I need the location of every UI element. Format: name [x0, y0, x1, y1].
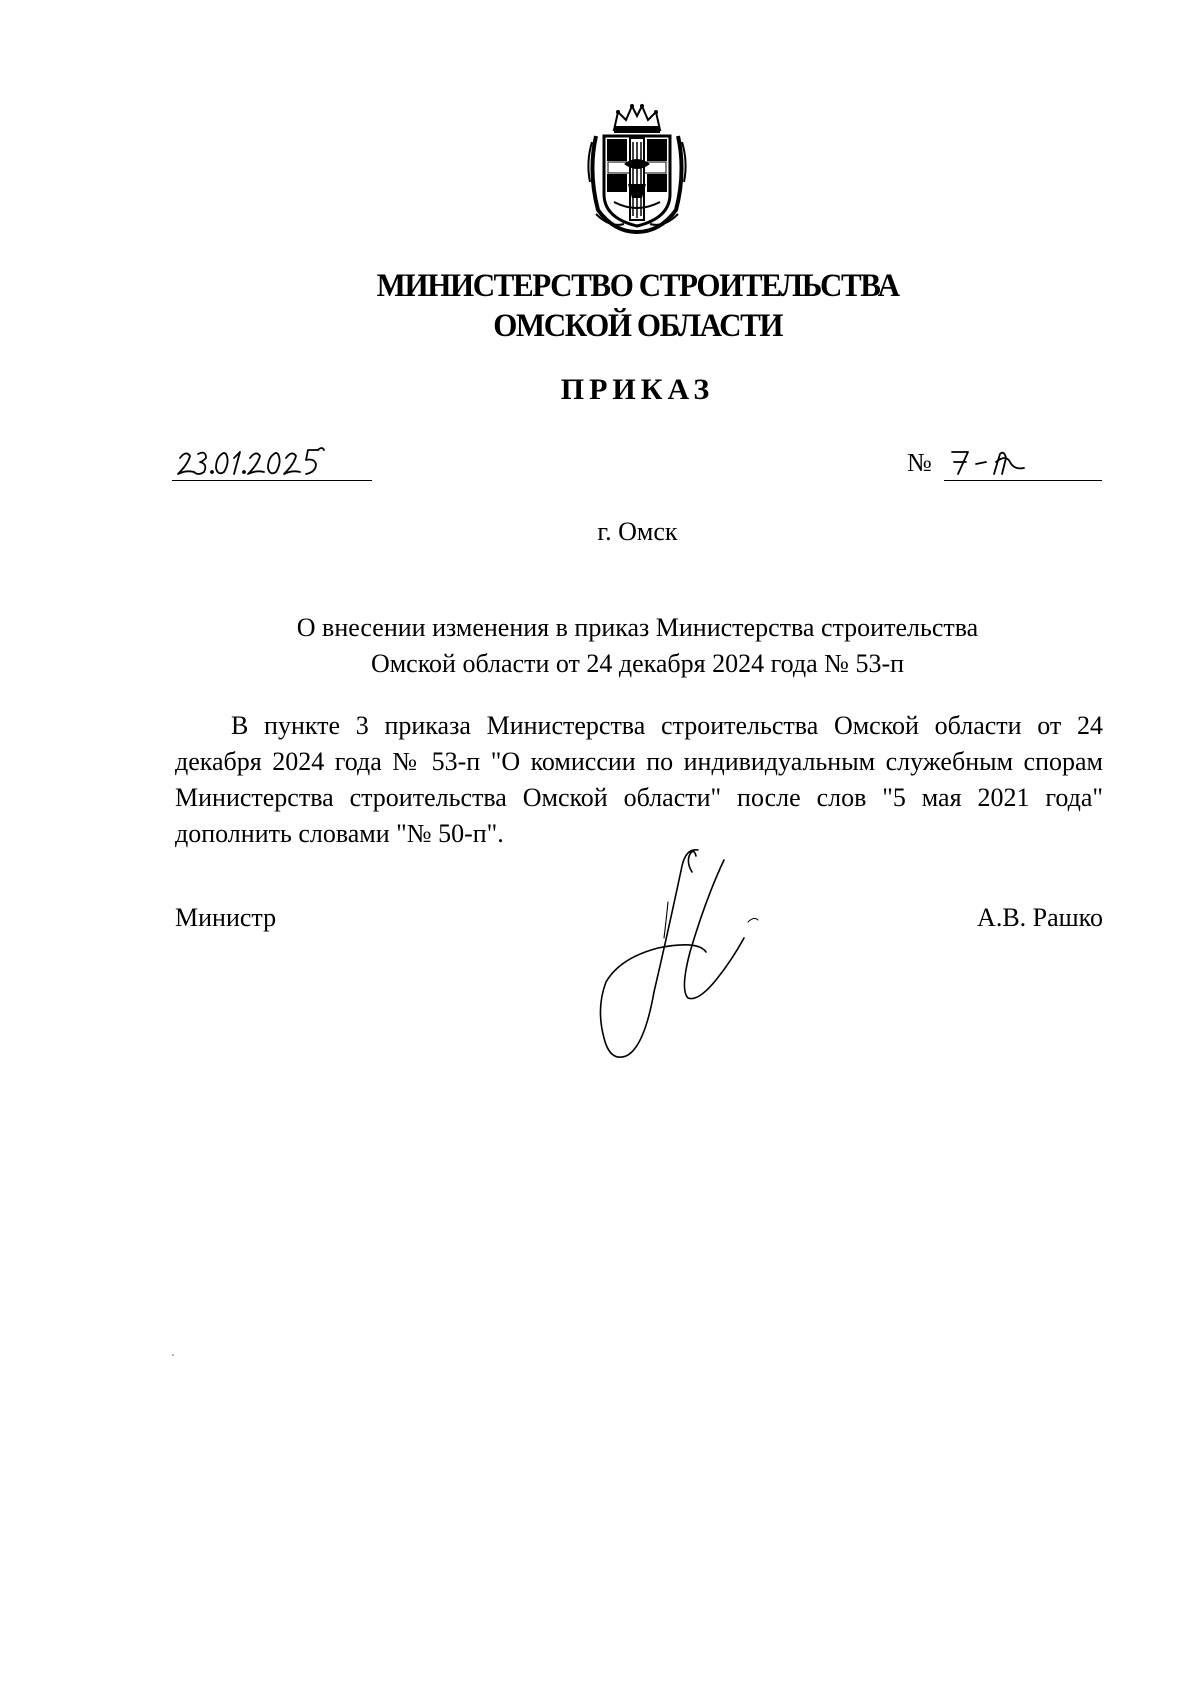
number-label: № — [907, 448, 932, 477]
date-field — [172, 440, 372, 481]
signatory-name: А.В. Рашко — [977, 903, 1103, 932]
ministry-name-line2: ОМСКОЙ ОБЛАСТИ — [493, 308, 783, 344]
scan-speck — [172, 1354, 174, 1356]
handwritten-number — [944, 440, 1102, 480]
coat-of-arms-icon — [584, 102, 690, 236]
signature-icon — [548, 842, 778, 1064]
ministry-name — [38, 266, 1200, 346]
subject-line1: О внесении изменения в приказ Министерства строительства — [296, 613, 979, 642]
city: г. Омск — [597, 517, 678, 546]
subject-line2: Омской области от 24 декабря 2024 года № 53-п — [370, 649, 905, 678]
body-paragraph: В пункте 3 приказа Министерства строительства Омской области от 24 декабря 2024 года № 53-п "О комиссии по индивидуальным служебным спорам Министерства строительства Омской области" после слов "5 мая 2021 года" дополнить словами "№ 50-п". — [175, 711, 1103, 848]
handwritten-date — [172, 440, 372, 480]
ministry-name-line1: МИНИСТЕРСТВО СТРОИТЕЛЬСТВА — [376, 268, 899, 304]
signatory-position: Министр — [175, 903, 277, 932]
number-field — [944, 440, 1102, 481]
subject-title — [0, 610, 1200, 682]
document-type: ПРИКАЗ — [560, 373, 715, 406]
